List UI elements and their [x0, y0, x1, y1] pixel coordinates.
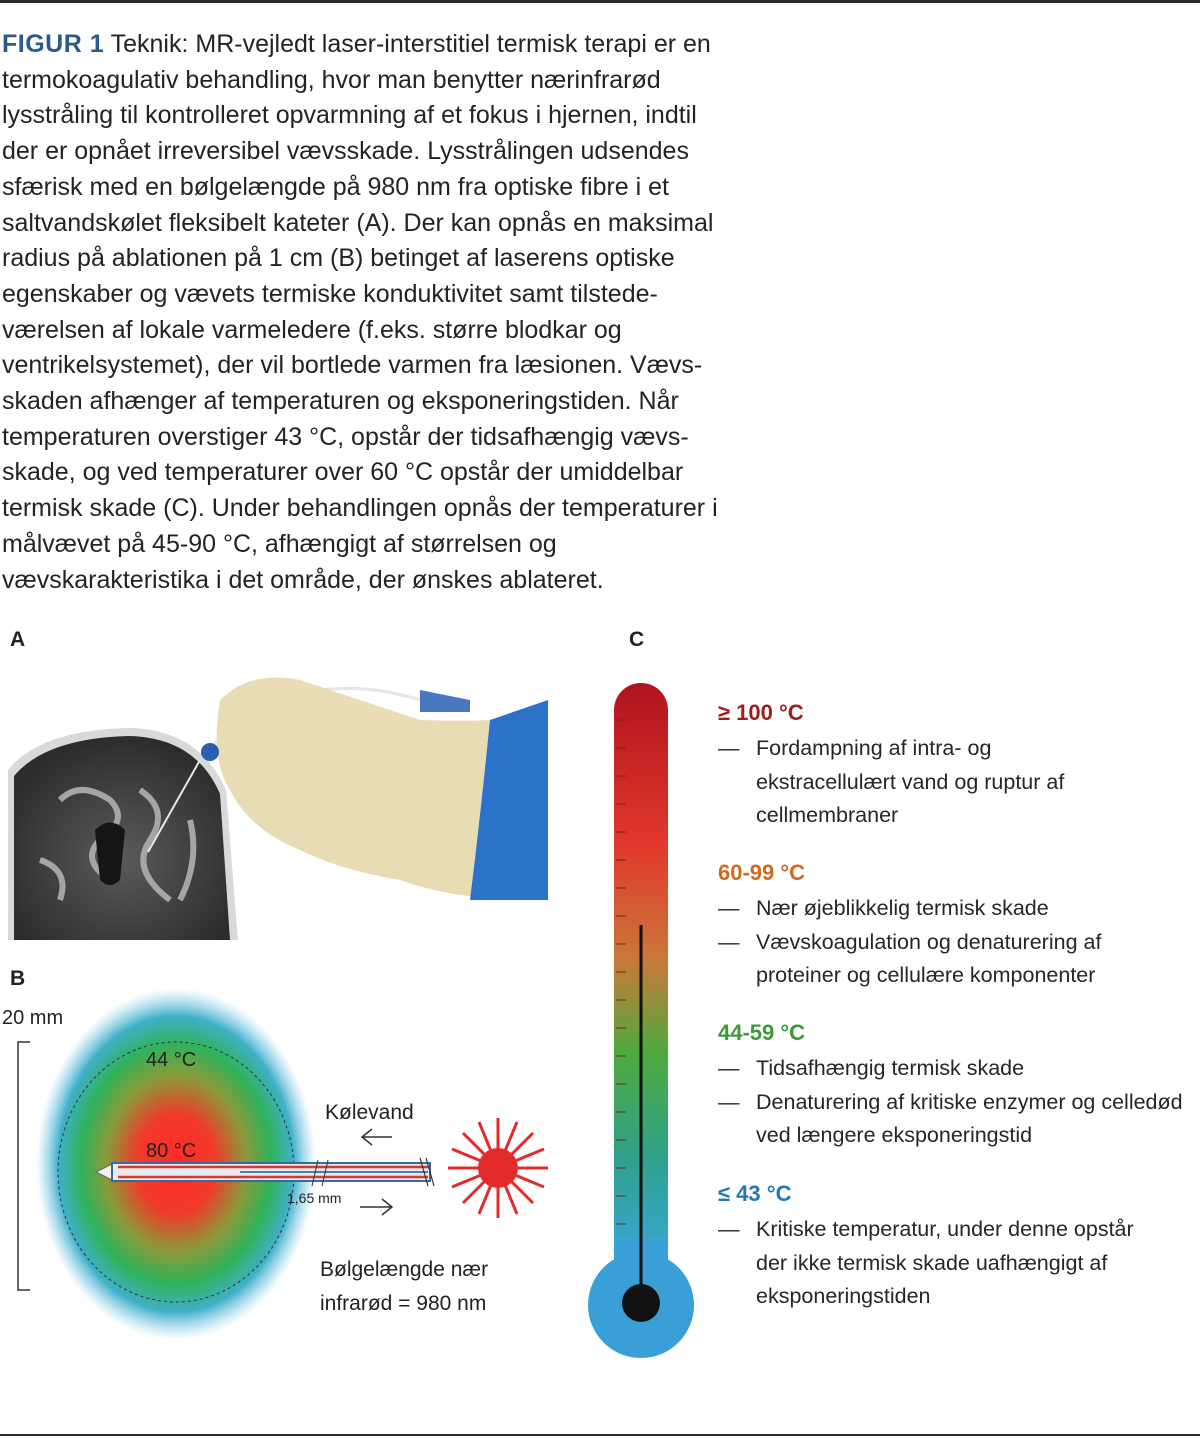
temp-inner-label: 80 °C [146, 1140, 197, 1162]
range-heading: ≥ 100 °C [718, 700, 804, 725]
caption-line: Teknik: MR-vejledt laser-interstitiel termisk terapi er en [110, 30, 711, 58]
range-item [718, 1086, 1198, 1153]
range-item [718, 1213, 1198, 1314]
panel-a-illustration [8, 678, 548, 941]
caption-line: der er opnået irreversibel vævsskade. Lysstrålingen udsendes [2, 137, 689, 166]
range-43 [718, 1181, 1198, 1314]
caption-line: egenskaber og vævets termiske konduktivitet samt tilstede- [2, 279, 658, 308]
bottom-rule [0, 1434, 1200, 1436]
caption-line: vævskarakteristika i det område, der ønskes ablateret. [2, 565, 604, 594]
range-item-text: Tidsafhængig termisk skade [756, 1056, 1025, 1080]
coolant-label: Kølevand [325, 1101, 414, 1124]
wavelength-line-1: Bølgelængde nær [320, 1258, 489, 1281]
caption-line: termisk skade (C). Under behandlingen opnås der temperaturer i [2, 494, 718, 523]
scale-bracket [18, 1042, 30, 1290]
range-item [718, 732, 1198, 833]
caption-line: termokoagulativ behandling, hvor man benytter nærinfrarød [2, 65, 661, 94]
dash: — [718, 1217, 740, 1241]
dash: — [718, 896, 740, 920]
thermometer [588, 683, 694, 1358]
caption-line: radius på ablationen på 1 cm (B) betinget af laserens optiske [2, 244, 675, 273]
range-heading: 60-99 °C [718, 860, 806, 885]
range-heading: ≤ 43 °C [718, 1181, 792, 1206]
range-item [718, 926, 1198, 993]
caption-line: målvævet på 45-90 °C, afhængigt af størrelsen og [2, 529, 557, 558]
caption-lead: FIGUR 1 [2, 30, 105, 58]
temp-outer-label: 44 °C [146, 1049, 197, 1071]
caption-line: saltvandskølet fleksibelt kateter (A). Der kan opnås en maksimal [2, 208, 714, 237]
mercury-reservoir [622, 1284, 660, 1322]
range-item-text: Fordampning af intra- og ekstracellulært vand og ruptur af cellmembraner [756, 736, 1065, 827]
coolant-arrow [362, 1129, 392, 1145]
dash: — [718, 1089, 740, 1114]
caption-line: lysstråling til kontrolleret opvarmning af et fokus i hjernen, indtil [2, 101, 697, 130]
caption-line: skade, og ved temperaturer over 60 °C opstår der umiddelbar [2, 458, 684, 487]
range-item-text: Vævskoagulation og denaturering af proteiner og cellulære komponenter [756, 929, 1102, 987]
caption-line: sfærisk med en bølgelængde på 980 nm fra optiske fibre i et [2, 172, 670, 201]
caption-line: værelsen af lokale varmeledere (f.eks. større blodkar og [2, 315, 622, 344]
dash: — [718, 929, 740, 954]
range-item-text: Kritiske temperatur, under denne opstår der ikke termisk skade uafhængigt af eksponeringstiden [756, 1217, 1134, 1308]
range-100 [718, 700, 1198, 833]
panel-b-illustration [2, 988, 548, 1340]
laser-source [448, 1118, 548, 1218]
range-60-99 [718, 860, 1198, 993]
scale-label: 20 mm [2, 1007, 64, 1029]
wavelength-line-2: infrarød = 980 nm [320, 1292, 487, 1315]
range-item-text: Nær øjeblikkelig termisk skade [756, 896, 1049, 920]
panel-b-label: B [10, 967, 26, 990]
dash: — [718, 736, 740, 760]
catheter-connector [420, 690, 470, 712]
range-heading: 44-59 °C [718, 1020, 806, 1045]
outflow-arrow [360, 1199, 392, 1215]
caption-line: skaden afhænger af temperaturen og eksponeringstiden. Når [2, 387, 679, 416]
range-item [718, 1052, 1198, 1086]
caption-line: temperaturen overstiger 43 °C, opstår der tidsafhængig vævs- [2, 422, 689, 451]
range-item-text: Denaturering af kritiske enzymer og celledød ved længere eksponeringstid [756, 1089, 1183, 1147]
range-44-59 [718, 1020, 1198, 1153]
dash: — [718, 1056, 740, 1080]
diameter-label: 1,65 mm [287, 1190, 342, 1206]
panel-a-label: A [10, 628, 26, 651]
panel-c-label: C [629, 628, 645, 651]
caption-line: ventrikelsystemet), der vil bortlede varmen fra læsionen. Vævs- [2, 351, 703, 380]
range-item [718, 892, 1198, 926]
catheter-anchor [201, 743, 219, 761]
